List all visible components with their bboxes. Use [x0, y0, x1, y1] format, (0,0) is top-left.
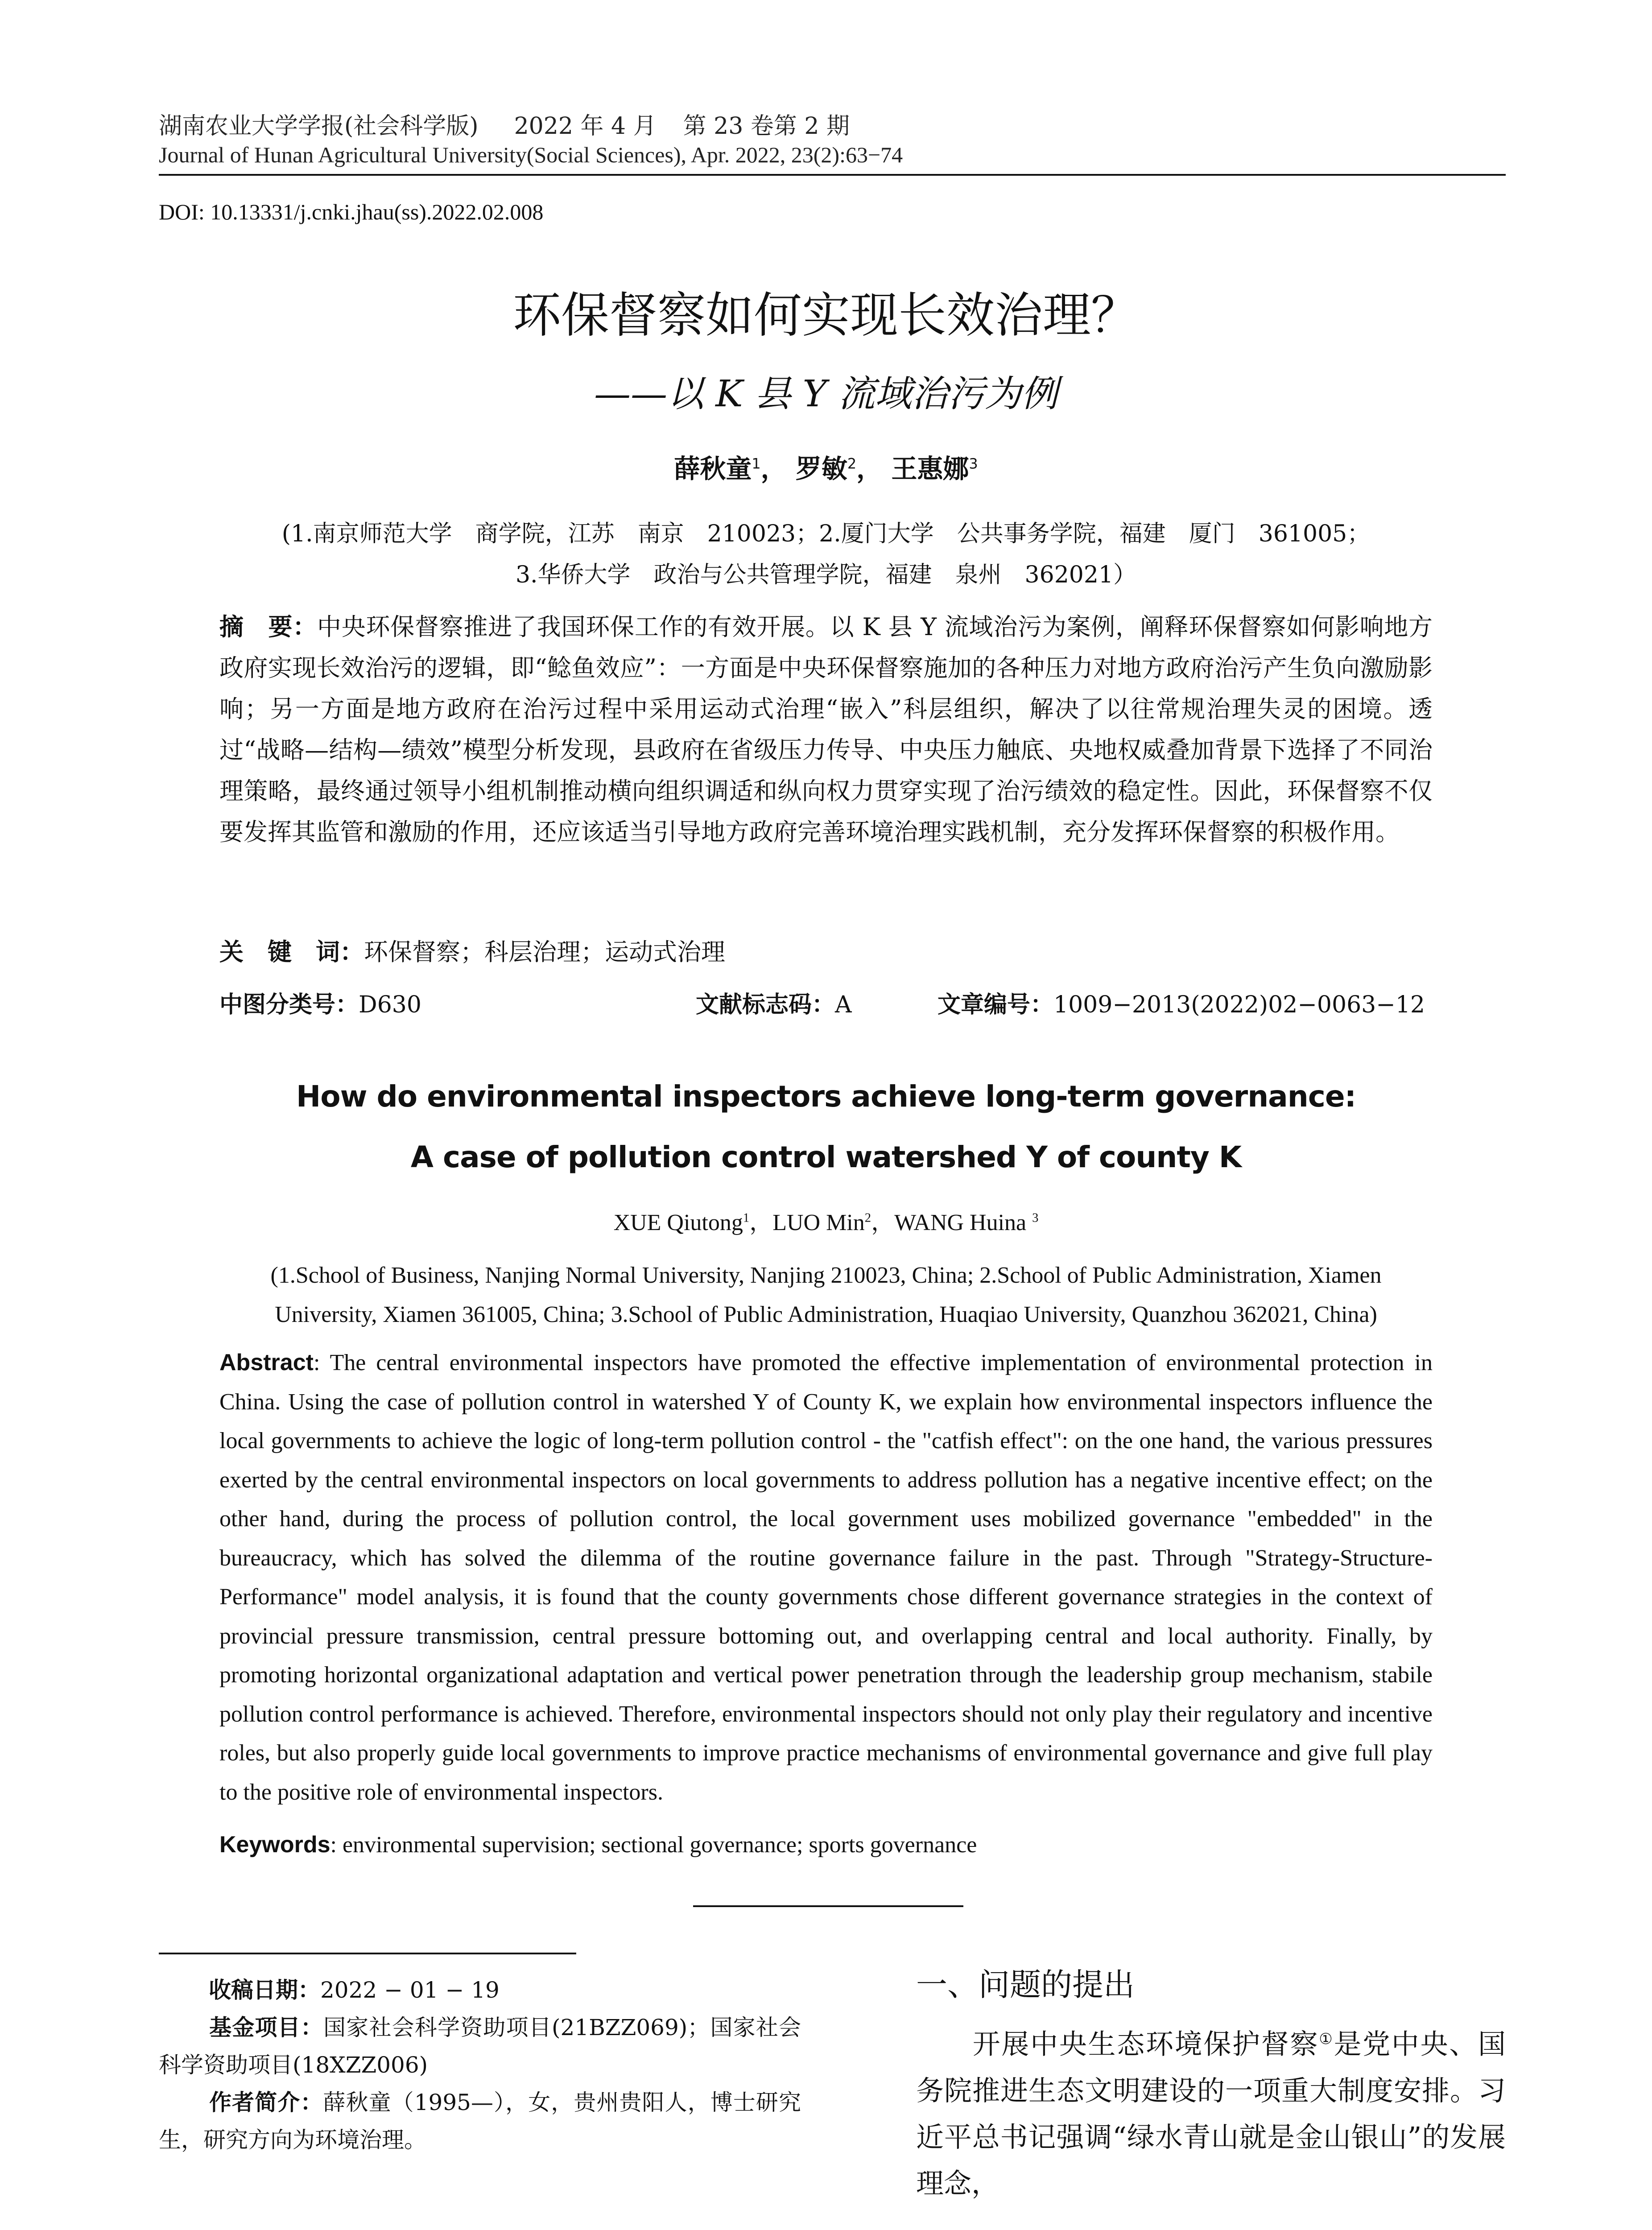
keywords-en-text: : environmental supervision; sectional governance; sports governance — [330, 1832, 977, 1858]
section-heading: 一、问题的提出 — [916, 1966, 1135, 2003]
article-value: 1009−2013(2022)02−0063−12 — [1053, 991, 1425, 1018]
author-name: WANG Huina — [894, 1210, 1032, 1235]
author-name: XUE Qiutong — [613, 1210, 743, 1235]
abstract-cn — [219, 607, 1433, 853]
author-bio-text: 薛秋童（1995—），女，贵州贵阳人，博士研究生，研究方向为环境治理。 — [159, 2090, 801, 2153]
clc-value: D630 — [359, 991, 421, 1018]
doc-value: A — [835, 991, 852, 1018]
author-sup: 2 — [847, 455, 857, 472]
abstract-en — [219, 1343, 1433, 1812]
author-sep: ， — [871, 1210, 895, 1235]
author-name: 王惠娜 — [891, 454, 969, 484]
author-name: 罗敏 — [795, 454, 847, 484]
issue-date-cn: 2022 年 4 月 — [514, 113, 657, 140]
author-name: 薛秋童 — [674, 454, 752, 484]
fund-label: 基金项目： — [209, 2015, 324, 2040]
article-number — [938, 986, 1425, 1019]
author-name: LUO Min — [772, 1210, 865, 1235]
received-label: 收稿日期： — [209, 1977, 320, 2003]
journal-header-en: Journal of Hunan Agricultural University(Social Sciences), Apr. 2022, 23(2):63−74 — [159, 142, 903, 167]
clc-label: 中图分类号： — [219, 991, 359, 1018]
journal-header-cn — [159, 107, 850, 140]
affiliation-en-line-2: University, Xiamen 361005, China; 3.School of Public Administration, Huaqiao University, Quanzhou 362021, China) — [275, 1302, 1377, 1327]
title-cn: 环保督察如何实现长效治理？ — [512, 288, 1139, 343]
author-sep: ， — [856, 454, 883, 484]
fund-text: 国家社会科学资助项目(21BZZ069)；国家社会科学资助项目(18XZZ006) — [159, 2015, 801, 2078]
keywords-en-label: Keywords — [219, 1832, 330, 1858]
journal-name-cn: 湖南农业大学学报(社会科学版) — [159, 113, 479, 140]
affiliation-cn-line-2: 3.华侨大学 政治与公共管理学院，福建 泉州 362021） — [515, 562, 1137, 588]
affiliation-cn-line-1: (1.南京师范大学 商学院，江苏 南京 210023；2.厦门大学 公共事务学院，福建 厦门 361005； — [281, 520, 1371, 547]
keywords-cn-text: 环保督察；科层治理；运动式治理 — [364, 938, 725, 966]
footnote-rule — [159, 1953, 576, 1954]
footnote-fund — [159, 2009, 801, 2084]
body-text-b: 是党中央、国务院推进生态文明建设的一项重大制度安排。习近平总书记强调“绿水青山就是金山银山”的发展理念， — [916, 2028, 1506, 2200]
author-sep: ， — [760, 454, 787, 484]
author-sup: 2 — [864, 1211, 871, 1225]
authors-cn — [0, 448, 1652, 485]
title-en-line-1: How do environmental inspectors achieve long-term governance: — [296, 1079, 1356, 1114]
affiliation-en-line-1: (1.School of Business, Nanjing Normal University, Nanjing 210023, China; 2.School of Public Administration, Xiamen — [270, 1263, 1382, 1288]
doi: DOI: 10.13331/j.cnki.jhau(ss).2022.02.008 — [159, 199, 544, 224]
author-sup: 1 — [752, 455, 761, 472]
body-text-a: 开展中央生态环境保护督察 — [971, 2028, 1319, 2061]
volume-cn: 第 23 卷第 2 期 — [683, 113, 850, 140]
author-sup: 3 — [969, 455, 978, 472]
section-divider — [693, 1905, 963, 1907]
authors-en — [0, 1203, 1652, 1237]
abstract-en-text: : The central environmental inspectors have promoted the effective implementation of environmental protection in China. Using the case of pollution control in watershed Y of County K, we explain how environmental inspectors influence the local governments to achieve the logic of long-term pollution control - the "catfish effect": on the one hand, the various pressures exerted by the central environmental inspectors on local governments to address pollution has a negative incentive effect; on the other hand, during the process of pollution control, the local government uses mobilized governance "embedded" in the bureaucracy, which has solved the dilemma of the routine governance failure in the past. Through "Strategy-Structure-Performance" model analysis, it is found that the county governments chose different governance strategies in the context of provincial pressure transmission, central pressure bottoming out, and overlapping central and local authority. Finally, by promoting horizontal organizational adaptation and vertical power penetration through the leadership group mechanism, stabile pollution control performance is achieved. Therefore, environmental inspectors should not only play their regulatory and incentive roles, but also properly guide local governments to improve practice mechanisms of environmental governance and give full play to the positive role of environmental inspectors. — [219, 1350, 1433, 1805]
author-sep: ， — [749, 1210, 773, 1235]
author-bio-label: 作者简介： — [209, 2090, 323, 2115]
document-code — [696, 986, 852, 1019]
abstract-cn-label: 摘 要： — [219, 613, 317, 641]
clc-number — [219, 986, 421, 1019]
subtitle-cn: ——以 K 县 Y 流域治污为例 — [594, 373, 1058, 415]
footnote-received — [159, 1971, 801, 2009]
footnote-marker[interactable]: ① — [1319, 2030, 1334, 2048]
keywords-cn — [219, 933, 725, 967]
footnote-author — [159, 2084, 801, 2159]
title-en-line-2: A case of pollution control watershed Y of county K — [410, 1140, 1242, 1174]
keywords-cn-label: 关 键 词： — [219, 938, 364, 966]
author-sup: 1 — [743, 1211, 750, 1225]
doc-label: 文献标志码： — [696, 991, 835, 1018]
keywords-en — [219, 1831, 977, 1858]
received-date: 2022 − 01 − 19 — [320, 1977, 500, 2003]
author-sup: 3 — [1032, 1211, 1039, 1225]
abstract-en-label: Abstract — [219, 1350, 314, 1375]
article-label: 文章编号： — [938, 991, 1054, 1018]
section-body — [916, 2016, 1506, 2207]
abstract-cn-text: 中央环保督察推进了我国环保工作的有效开展。以 K 县 Y 流域治污为案例，阐释环保督察如何影响地方政府实现长效治污的逻辑，即“鲶鱼效应”：一方面是中央环保督察施加的各种压力对地方政府治污产生负向激励影响；另一方面是地方政府在治污过程中采用运动式治理“嵌入”科层组织，解决了以往常规治理失灵的困境。透过“战略—结构—绩效”模型分析发现，县政府在省级压力传导、中央压力触底、央地权威叠加背景下选择了不同治理策略，最终通过领导小组机制推动横向组织调适和纵向权力贯穿实现了治污绩效的稳定性。因此，环保督察不仅要发挥其监管和激励的作用，还应该适当引导地方政府完善环境治理实践机制，充分发挥环保督察的积极作用。 — [219, 613, 1433, 846]
header-rule — [159, 174, 1506, 176]
